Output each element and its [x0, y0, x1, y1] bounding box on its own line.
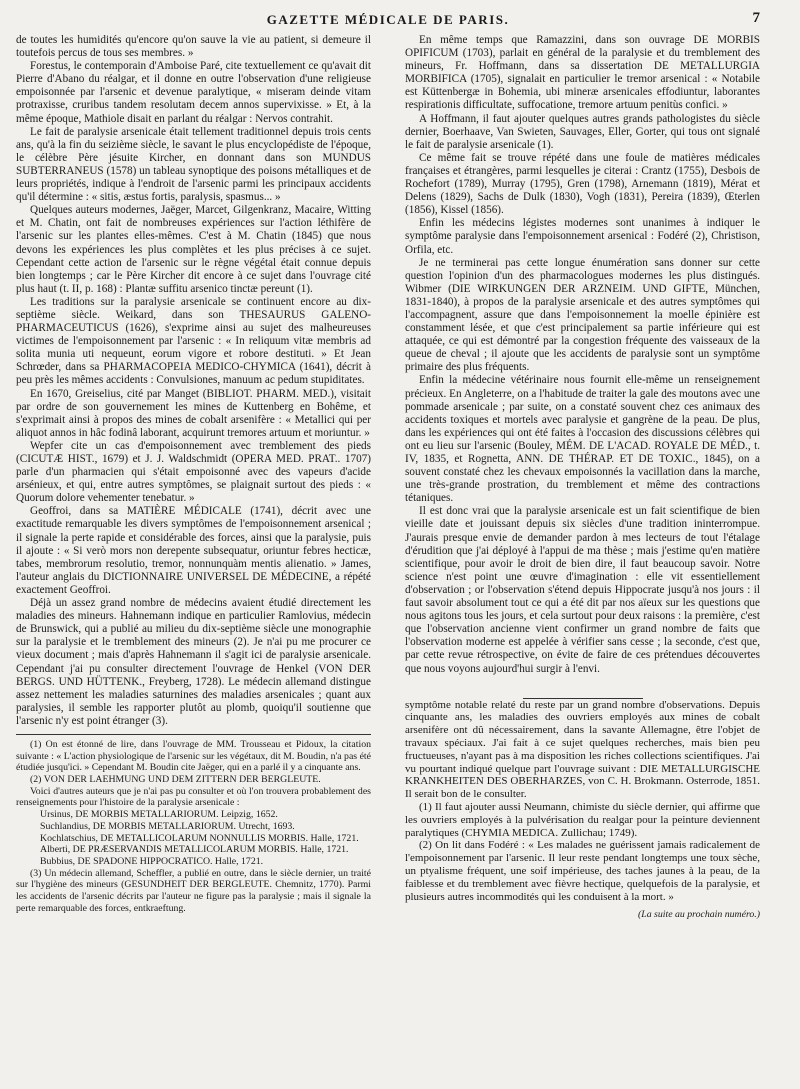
- reference-item: Bubbius, DE SPADONE HIPPOCRATICO. Halle, 1721.: [40, 856, 264, 867]
- paragraph: Déjà un assez grand nombre de médecins avaient étudié directement les maladies des mineurs. Hahnemann indique en particulier Ramlovius, médecin de Brunswick, qui a publié au milieu du dix-septième siècle une monographie sur la paralysie et le tremblement des mineurs (2). Je n'ai pu me procurer ce vieux document ; mais d'après Hahnemann il s'agit ici de paralysie arsenicale. Cependant j'ai pu consulter directement l'ouvrage de Henkel (VON DER BERGS. UND HÜTTENK., Freyberg, 1728). Le médecin allemand distingue assez nettement les maladies saturnines des maladies arsenicales ; quant aux paralysies, il semble les rapporter plutôt au plomb, quoiqu'il soutienne que l'arsenic n'y est point étranger (3).: [16, 597, 371, 727]
- paragraph: En même temps que Ramazzini, dans son ouvrage DE MORBIS OPIFICUM (1703), parlait en général de la paralysie et du tremblement des mineurs, Fr. Hoffmann, dans sa dissertation DE METALLURGIA MORBIFICA (1705), signalait en particulier le tremor arsenical : « Notabile est Küttenbergæ in Bohemia, ubi mineræ arsenicales effodiuntur, laborantes respirationis difficultate, suffocatione, tremore artuum penitùs confici. »: [405, 34, 760, 112]
- paragraph: Ce même fait se trouve répété dans une foule de matières médicales françaises et étrangères, parmi lesquelles je citerai : Crantz (1755), Desbois de Rochefort (1789), Murray (1795), Gren (1798), Arnemann (1819), Mérat et Delens (1829), Sachs de Dulk (1830), Vogh (1831), Pereira (1839), Œterlen (1856), Kissel (1856).: [405, 151, 760, 217]
- footnote-divider: [16, 734, 371, 735]
- footnote: (3) Un médecin allemand, Scheffler, a publié en outre, dans le siècle dernier, un traité sur l'hygiène des mineurs (GESUNDHEIT DER BERGLEUTE. Chemnitz, 1770). Parmi les accidents de l'arsenic décrits par l'auteur ne figure pas la paralysie ; mais il signale la perte remarquable des forces, entkraeftung.: [16, 867, 371, 914]
- article-columns: [16, 34, 760, 921]
- journal-title: GAZETTE MÉDICALE DE PARIS.: [266, 12, 510, 27]
- footnote: (2) VON DER LAEHMUNG UND DEM ZITTERN DER BERGLEUTE.: [30, 774, 321, 786]
- right-column: [405, 34, 760, 921]
- left-column: [16, 34, 371, 921]
- footnote: (2) On lit dans Fodéré : « Les malades ne guérissent jamais radicalement de l'empoisonnement par l'arsenic. Il leur reste pendant longtemps une toux sèche, un ptyalisme fréquent, une soif impérieuse, des taches jaunes à la peau, de la faiblesse et du tremblement avec fièvre hectique, quelquefois de la paralysie, et plusieurs autres incommodités qui les conduisent à la mort. »: [405, 839, 760, 903]
- reference-item: Suchlandius, DE MORBIS METALLARIORUM. Utrecht, 1693.: [40, 820, 295, 832]
- continuation-note: (La suite au prochain numéro.): [638, 909, 760, 921]
- paragraph: Enfin la médecine vétérinaire nous fournit elle-même un renseignement précieux. En Angleterre, on a l'habitude de traiter la gale des moutons avec une pommade arsenicale ; par suite, on a constaté souvent chez ces animaux des accidents toxiques et mortels avec paralysie et gangrène de la peau. De plus, dans les expériences qui ont été faites à l'occasion des discussions célèbres qui ont eu lieu sur l'arsenic (Bouley, MÉM. DE L'ACAD. ROYALE DE MÉD., t. IV, 1835, et Rognetta, ANN. DE THÉRAP. ET DE TOXIC., 1845), on a souvent constaté chez les chevaux empoisonnés la vacillation dans la marche, une très-grande prostration, du tremblement et même des contractions tétaniques.: [405, 374, 760, 505]
- footnote: (1) Il faut ajouter aussi Neumann, chimiste du siècle dernier, qui affirme que les ouvriers employés à la pulvérisation du realgar pour la peinture deviennent paralytiques (CHYMIA MEDICA. Zullichau; 1749).: [405, 800, 760, 839]
- footnote: Voici d'autres auteurs que je n'ai pas pu consulter et où l'on trouvera probablement des renseignements pour l'histoire de la paralysie arsenicale :: [16, 785, 371, 809]
- footnote-continuation: symptôme notable relaté du reste par un grand nombre d'observations. Depuis cinquante ans, les maladies des ouvriers employés aux mines de cobalt arsenifère ont dû nécessairement, dans la savante Allemagne, être l'objet de travaux spéciaux. J'ai fait à ce sujet quelques recherches, mais bien peu fructueuses, n'ayant pas à ma disposition les riches collections scientifiques. J'ai vu pourtant indiqué quelque part l'ouvrage suivant : DIE METALLURGISCHE KRANKHEITEN DES OBERHARZES, von C. H. Brokmann. Osterrode, 1851. Il serait bon de le consulter.: [405, 698, 760, 801]
- paragraph: En 1670, Greiselius, cité par Manget (BIBLIOT. PHARM. MED.), visitait par ordre de son gouvernement les mines de Kuttenberg en Bohême, et s'exprimait ainsi à propos des mines de cobalt arsenifère : « Metallici qui per aliquot annos in hâc fodinâ laborant, acquirunt tremores artuum et moriuntur. »: [16, 387, 371, 439]
- paragraph: Enfin les médecins légistes modernes sont unanimes à indiquer le symptôme paralysie dans l'empoisonnement arsenical : Fodéré (2), Christison, Orfila, etc.: [405, 217, 760, 256]
- paragraph: Geoffroi, dans sa MATIÈRE MÉDICALE (1741), décrit avec une exactitude remarquable les divers symptômes de l'empoisonnement arsenical ; il signale la perte rapide et considérable des forces, ainsi que la paralysie, puis il ajoute : « Si verò mors non derepente subsequatur, oriuntur febres hecticæ, tabes, membrorum resolutio, tremor, nonnunquàm mentis alienatio. » James, l'auteur anglais du DICTIONNAIRE UNIVERSEL DE MÉDECINE, a répété exactement Geoffroi.: [16, 505, 371, 596]
- page-number: 7: [752, 10, 760, 26]
- paragraph: Les traditions sur la paralysie arsenicale se continuent encore au dix-septième siècle. Weikard, dans son THESAURUS GALENO-PHARMACEUTICUS (1626), s'exprime ainsi au sujet des malheureuses victimes de l'empoisonnement par l'arsenic : « In reliquum vitæ membris ad solita munia uti nequeunt, eorum vigore et robore destituti. » Et Jean Schrœder, dans sa PHARMACOPEIA MEDICO-CHYMICA (1641), décrit à peu près les mêmes accidents : Convulsiones, manuum ac pedum stupiditates.: [16, 295, 371, 387]
- reference-item: Kochlatschius, DE METALLICOLARUM NONNULLIS MORBIS. Halle, 1721.: [40, 832, 359, 844]
- paragraph: de toutes les humidités qu'encore qu'on sauve la vie au patient, si demeure il toutefois percus de tous ses membres. »: [16, 34, 371, 60]
- paragraph: Quelques auteurs modernes, Jaëger, Marcet, Gilgenkranz, Macaire, Witting et M. Chatin, ont fait de nombreuses expériences sur l'action léthifère de l'arsenic sur les plantes elles-mêmes. C'est à M. Chatin (1845) que nous devons les expériences les plus complètes et les plus précises à ce sujet. Cependant cette action de l'arsenic sur le règne végétal était connue depuis bien longtemps ; car le Père Kircher dit encore à ce sujet dans l'ouvrage cité plus haut (t. II, p. 168) : Plantæ suffitu arsenico tinctæ pereunt (1).: [16, 204, 371, 295]
- footnotes-right: [405, 699, 760, 921]
- reference-item: Alberti, DE PRÆSERVANDIS METALLICOLARUM MORBIS. Halle, 1721.: [40, 844, 349, 856]
- paragraph: A Hoffmann, il faut ajouter quelques autres grands pathologistes du siècle dernier, Boerhaave, Van Swieten, Sauvages, Eller, Gorter, qui tous ont signalé le fait de paralysie arsenicale (1).: [405, 112, 760, 151]
- paragraph: Je ne terminerai pas cette longue énumération sans donner sur cette question l'opinion d'un des pharmacologues modernes les plus distingués. Wibmer (DIE WIRKUNGEN DER ARZNEIM. UND GIFTE, München, 1831-1840), à propos de la paralysie arsenicale et des autres symptômes qui l'accompagnent, assure que dans l'empoisonnement la moelle épinière est constamment lésée, et que c'est principalement sa partie inférieure qui est attaquée, ce qui est démontré par la congestion fréquente des vaisseaux de la queue de cheval ; il ajoute que les accidents de paralysie sont un symptôme primaire des plus fréquents.: [405, 256, 760, 374]
- footnote: (1) On est étonné de lire, dans l'ouvrage de MM. Trousseau et Pidoux, la citation suivante : « L'action physiologique de l'arsenic sur les végétaux, dit M. Boudin, n'a pas été étudiée jusqu'ici. » Cependant M. Boudin cite Jaëger, qui en a parlé il y a cinquante ans.: [16, 738, 371, 774]
- page-header: [16, 8, 760, 34]
- footnotes-left: [16, 739, 371, 915]
- paragraph: Il est donc vrai que la paralysie arsenicale est un fait scientifique de bien vieille date et jouissant depuis six siècles d'une tradition ininterrompue. J'aurais presque envie de demander pardon à mes lecteurs de tout l'étalage d'érudition que j'ai déployé à l'appui de ma thèse ; mais j'estime qu'en matière scientifique, pour avoir le droit de bien dire, il faut beaucoup savoir. Notre science n'est point une œuvre d'imagination : elle vit essentiellement d'observation ; or l'observation s'étend depuis Hippocrate jusqu'à nos jours : il faut savoir absolument tout ce qui a été dit par nos aïeux sur les questions que nous agitons tous les jours, et cela surtout pour deux raisons : la première, c'est que l'observation ancienne vient confirmer un grand nombre de faits que l'observation moderne est appelée à vérifier sans cesse ; la seconde, c'est que, par cette revue rétrospective, on évite de faire de ces prétendues découvertes que nous voyons aujourd'hui surgir à l'envi.: [405, 505, 760, 675]
- paragraph: Le fait de paralysie arsenicale était tellement traditionnel depuis trois cents ans, qu'à la fin du seizième siècle, le savant le plus encyclopédiste de l'époque, le célèbre Père jésuite Kircher, en donnant dans son MUNDUS SUBTERRANEUS (1578) un tableau synoptique des poisons métalliques et de leurs propriétés, indique à l'endroit de l'arsenic parmi les principaux accidents qu'il détermine : « sitis, æstus fortis, paralysis, spasmus... »: [16, 125, 371, 204]
- paragraph: Forestus, le contemporain d'Amboise Paré, cite textuellement ce qu'avait dit Pierre d'Abano du réalgar, et il donne en outre l'observation d'une religieuse empoisonnée par l'arsenic et devenue paralytique, « miseram deinde vitam protraxisse, cruribus tandem resolutam decem annos supervixisse. » Et, à la même époque, Mathiole disait en parlant du réalgar : Nervos contrahit.: [16, 60, 371, 125]
- reference-item: Ursinus, DE MORBIS METALLARIORUM. Leipzig, 1652.: [40, 809, 278, 821]
- paragraph: Wepfer cite un cas d'empoisonnement avec tremblement des pieds (CICUTÆ HIST., 1679) et J. J. Waldschmidt (OPERA MED. PRAT.. 1707) parle d'un pharmacien qui s'était empoisonné avec des vapeurs d'acide arsénieux, et qui, entre autres symptômes, se plaignait surtout des pieds : « Quorum dolore vehementer tenebatur. »: [16, 439, 371, 505]
